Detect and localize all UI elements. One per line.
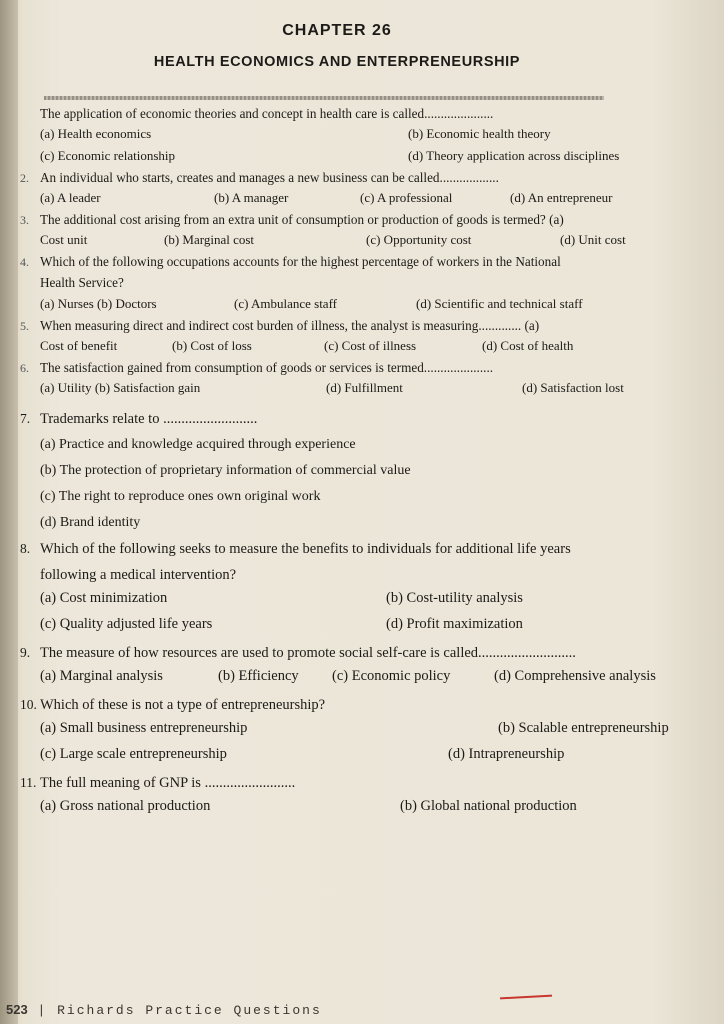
option-c: (c) Quality adjusted life years: [40, 616, 213, 632]
option-c: (c) Economic policy: [332, 668, 451, 684]
question-10: [20, 692, 720, 770]
question-6: [20, 358, 720, 400]
option-b: (b) The protection of proprietary information of commercial value: [40, 463, 411, 478]
option-d: (d) Theory application across disciplines: [408, 148, 620, 163]
question-number: 10.: [20, 697, 37, 712]
question-number: 9.: [20, 645, 31, 660]
page-footer: 523 | Richards Practice Questions: [6, 1002, 322, 1018]
option-c: (c) Ambulance staff: [234, 296, 337, 311]
option-a: Cost unit: [40, 232, 88, 247]
option-d: (d) Brand identity: [40, 515, 141, 530]
question-number: 5.: [20, 319, 29, 333]
header-rule: [44, 96, 604, 100]
question-number: 7.: [20, 411, 31, 426]
question-stem-continued: Health Service?: [40, 275, 124, 290]
question-stem: Which of the following seeks to measure the benefits to individuals for additional life years: [40, 541, 571, 557]
question-stem: The full meaning of GNP is .........................: [40, 775, 296, 791]
option-a: (a) Small business entrepreneurship: [40, 720, 248, 736]
chapter-title: HEALTH ECONOMICS AND ENTERPRENEURSHIP: [153, 54, 521, 70]
question-5: [20, 316, 720, 358]
question-number: 6.: [20, 361, 29, 375]
question-9: [20, 640, 720, 692]
option-c: (c) Large scale entrepreneurship: [40, 746, 227, 762]
question-4: [20, 252, 720, 316]
option-a-b: (a) Utility (b) Satisfaction gain: [40, 380, 201, 395]
option-a: (a) Gross national production: [40, 798, 211, 814]
option-d: (d) Comprehensive analysis: [494, 668, 656, 684]
option-b: (b) Global national production: [400, 798, 577, 814]
question-number: 3.: [20, 213, 29, 227]
option-a: Cost of benefit: [40, 338, 118, 353]
question-stem: The additional cost arising from an extra unit of consumption or production of goods is termed? (a): [40, 212, 564, 227]
option-a: (a) Cost minimization: [40, 590, 168, 606]
option-c: (c) Economic relationship: [40, 148, 176, 163]
question-stem: The measure of how resources are used to promote social self-care is called...........................: [40, 645, 576, 661]
chapter-header: [0, 22, 724, 70]
option-b: (b) Scalable entrepreneurship: [498, 720, 669, 736]
question-number: 2.: [20, 171, 29, 185]
question-8: [20, 536, 720, 640]
option-d: (d) Profit maximization: [386, 616, 523, 632]
question-stem: Which of these is not a type of entrepreneurship?: [40, 697, 326, 713]
option-d: (d) Satisfaction lost: [522, 380, 624, 395]
option-c: (c) Cost of illness: [324, 338, 417, 353]
option-b: (b) Cost-utility analysis: [386, 590, 523, 606]
option-a-b: (a) Nurses (b) Doctors: [40, 296, 157, 311]
question-stem: Which of the following occupations accounts for the highest percentage of workers in the National: [40, 254, 561, 269]
option-a: (a) Health economics: [40, 126, 152, 141]
option-d: (d) Intrapreneurship: [448, 746, 565, 762]
question-11: [20, 770, 720, 822]
question-stem: The satisfaction gained from consumption of goods or services is termed.....................: [40, 360, 494, 375]
option-b: (b) A manager: [214, 190, 289, 205]
page-number: 523: [6, 1002, 28, 1017]
option-b: (b) Economic health theory: [408, 126, 551, 141]
question-7: [20, 406, 720, 536]
question-1: [20, 104, 720, 168]
question-stem: An individual who starts, creates and manages a new business can be called..................: [40, 170, 499, 185]
option-b: (b) Efficiency: [218, 668, 299, 684]
option-c: (d) Fulfillment: [326, 380, 403, 395]
option-a: (a) Practice and knowledge acquired through experience: [40, 437, 356, 452]
book-spine: [0, 0, 18, 1024]
option-c: (c) A professional: [360, 190, 453, 205]
red-pen-mark: [500, 995, 552, 1000]
question-3: [20, 210, 720, 252]
question-list: [20, 104, 720, 822]
option-b: (b) Marginal cost: [164, 232, 255, 247]
option-d: (d) An entrepreneur: [510, 190, 613, 205]
option-b: (b) Cost of loss: [172, 338, 252, 353]
option-c: (c) Opportunity cost: [366, 232, 472, 247]
option-d: (d) Unit cost: [560, 232, 626, 247]
question-stem: When measuring direct and indirect cost burden of illness, the analyst is measuring............. (a): [40, 318, 540, 333]
option-d: (d) Cost of health: [482, 338, 574, 353]
option-d: (d) Scientific and technical staff: [416, 296, 583, 311]
question-stem: Trademarks relate to ..........................: [40, 411, 258, 427]
option-a: (a) Marginal analysis: [40, 668, 163, 684]
chapter-number: CHAPTER 26: [282, 22, 392, 39]
footer-text: Richards Practice Questions: [57, 1003, 322, 1018]
option-a: (a) A leader: [40, 190, 101, 205]
option-c: (c) The right to reproduce ones own original work: [40, 489, 321, 504]
question-number: 11.: [20, 775, 37, 790]
question-2: [20, 168, 720, 210]
question-stem-continued: following a medical intervention?: [40, 567, 237, 583]
question-number: 8.: [20, 541, 31, 556]
question-stem: The application of economic theories and concept in health care is called.....................: [40, 106, 494, 121]
question-number: 4.: [20, 255, 29, 269]
